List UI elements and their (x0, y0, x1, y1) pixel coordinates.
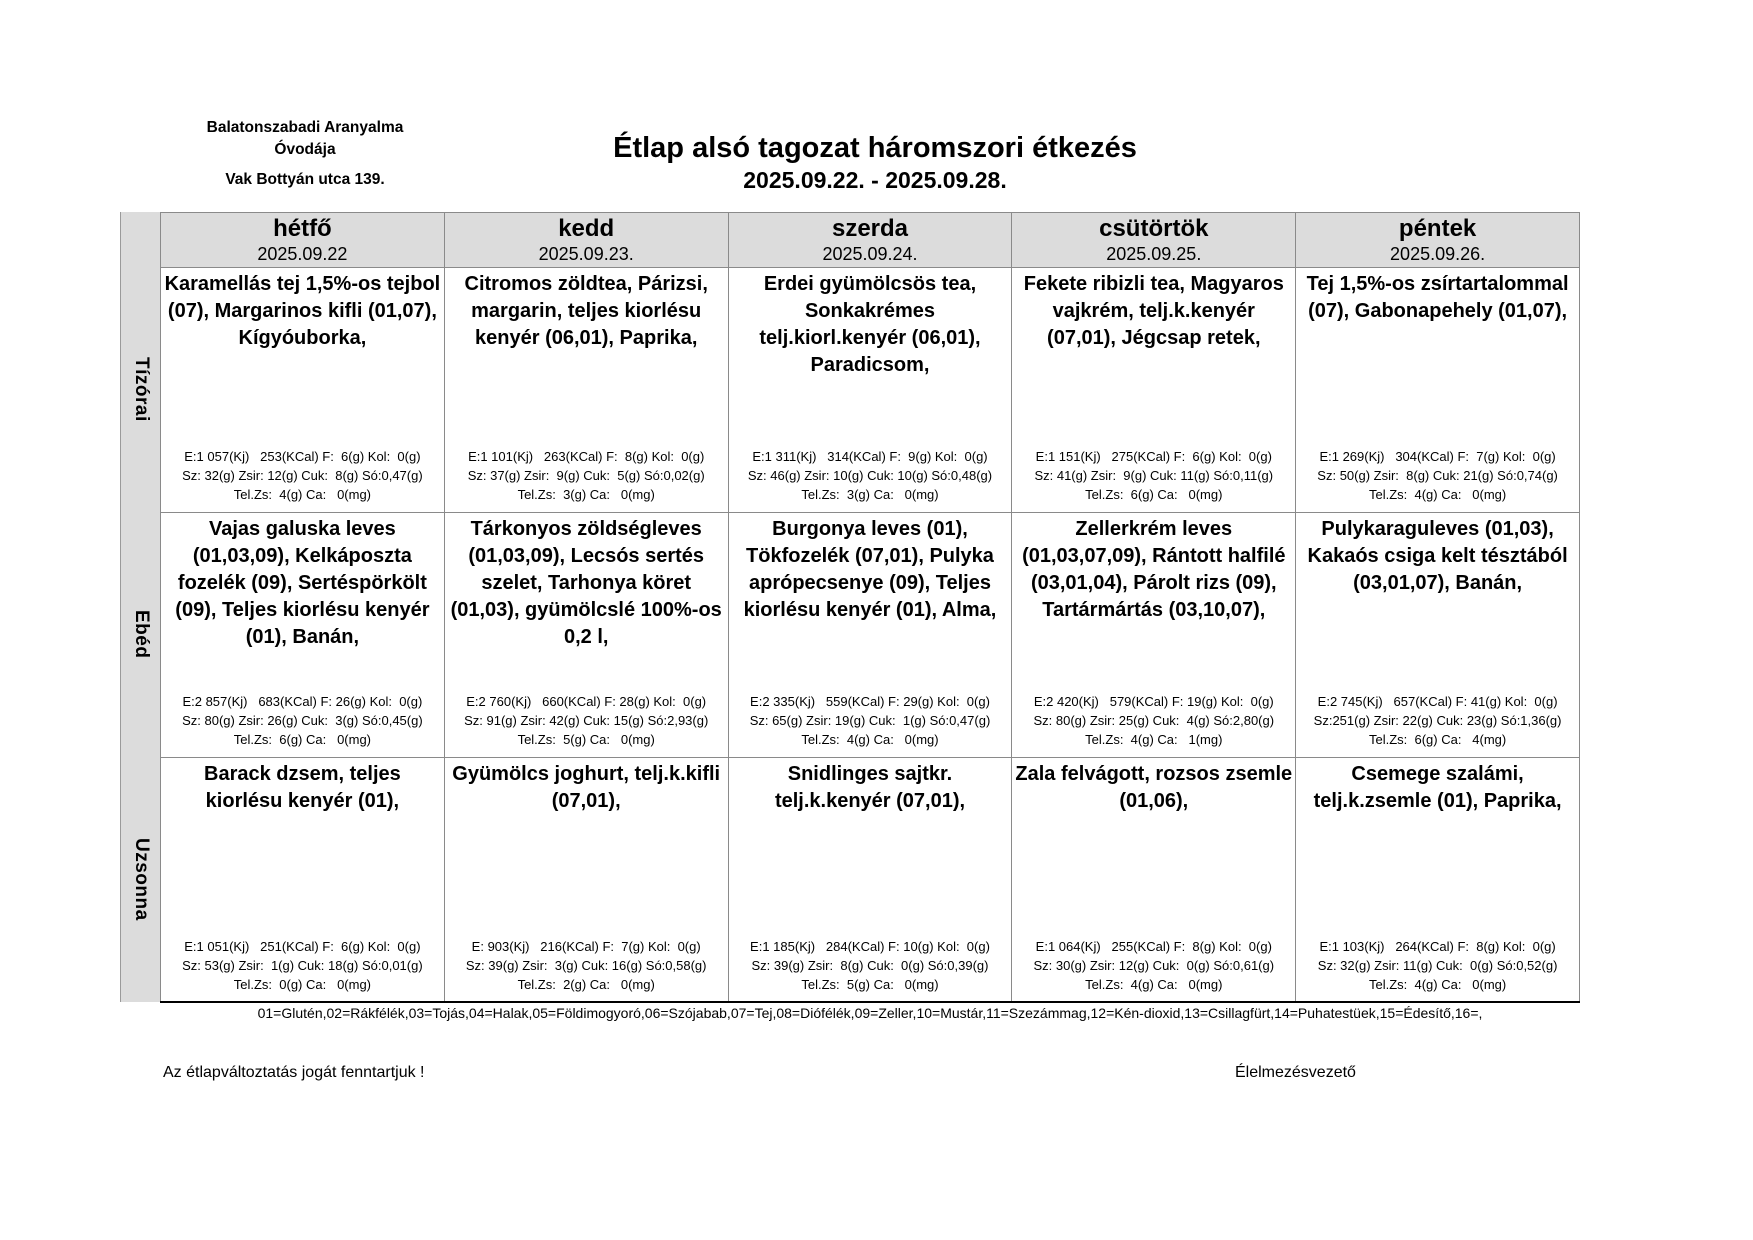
menu-cell (1296, 513, 1580, 758)
dish-text: Csemege szalámi, telj.k.zsemle (01), Paprika, (1313, 763, 1562, 812)
meal-label-ebed: Ebéd (131, 610, 152, 659)
dish-text: Vajas galuska leves (01,03,09), Kelkáposzta fozelék (09), Sertéspörkölt (09), Teljes kiorlésu kenyér (01), Banán, (175, 518, 430, 648)
nutrition-info: E:2 420(Kj) 579(KCal) F: 19(g) Kol: 0(g) Sz: 80(g) Zsir: 25(g) Cuk: 4(g) Só:2,80(g) Tel.Zs: 4(g) Ca: 1(mg) (1033, 694, 1275, 747)
nutrition-info: E:1 269(Kj) 304(KCal) F: 7(g) Kol: 0(g) Sz: 50(g) Zsir: 8(g) Cuk: 21(g) Só:0,74(g) Tel.Zs: 4(g) Ca: 0(mg) (1317, 449, 1558, 502)
day-date: 2025.09.24. (822, 244, 918, 264)
nutrition-info: E:1 101(Kj) 263(KCal) F: 8(g) Kol: 0(g) Sz: 37(g) Zsir: 9(g) Cuk: 5(g) Só:0,02(g) Tel.Zs: 3(g) Ca: 0(mg) (467, 449, 705, 502)
nutrition-info: E:1 051(Kj) 251(KCal) F: 6(g) Kol: 0(g) Sz: 53(g) Zsir: 1(g) Cuk: 18(g) Só:0,01(g) Tel.Zs: 0(g) Ca: 0(mg) (182, 939, 423, 992)
nutrition-info: E:1 064(Kj) 255(KCal) F: 8(g) Kol: 0(g) Sz: 30(g) Zsir: 12(g) Cuk: 0(g) Só:0,61(g) Tel.Zs: 4(g) Ca: 0(mg) (1033, 939, 1275, 992)
dish-text: Pulykaraguleves (01,03), Kakaós csiga kelt tésztából (03,01,07), Banán, (1307, 518, 1568, 594)
menu-cell (161, 268, 445, 513)
menu-table (160, 212, 1580, 1003)
meal-label-uzsonna: Uzsonna (131, 838, 152, 921)
dish-text: Zala felvágott, rozsos zsemle (01,06), (1015, 763, 1293, 812)
dish-text: Burgonya leves (01), Tökfozelék (07,01), Pulyka aprópecsenye (09), Teljes kiorlésu kenyér (01), Alma, (743, 518, 997, 621)
day-date: 2025.09.26. (1390, 244, 1486, 264)
dish-text: Tárkonyos zöldségleves (01,03,09), Lecsós sertés szelet, Tarhonya köret (01,03), gyümölcslé 100%-os 0,2 l, (450, 518, 722, 648)
table-bottom-rule (160, 1001, 1580, 1003)
school-name-line1: Balatonszabadi Aranyalma (206, 119, 404, 136)
dish-text: Barack dzsem, teljes kiorlésu kenyér (01), (204, 763, 401, 812)
meal-row-ebed (161, 513, 1580, 758)
day-header (444, 213, 728, 268)
dish-text: Snidlinges sajtkr. telj.k.kenyér (07,01), (774, 763, 966, 812)
title-block (540, 130, 1210, 194)
dish-text: Fekete ribizli tea, Magyaros vajkrém, telj.k.kenyér (07,01), Jégcsap retek, (1023, 273, 1284, 349)
menu-cell (444, 513, 728, 758)
menu-cell (728, 758, 1012, 1003)
nutrition-info: E:2 335(Kj) 559(KCal) F: 29(g) Kol: 0(g) Sz: 65(g) Zsir: 19(g) Cuk: 1(g) Só:0,47(g) Tel.Zs: 4(g) Ca: 0(mg) (749, 694, 991, 747)
dish-text: Tej 1,5%-os zsírtartalommal (07), Gabonapehely (01,07), (1306, 273, 1569, 322)
day-header (161, 213, 445, 268)
menu-cell (1296, 758, 1580, 1003)
dish-text: Gyümölcs joghurt, telj.k.kifli (07,01), (452, 763, 721, 812)
menu-cell (444, 758, 728, 1003)
day-date: 2025.09.25. (1106, 244, 1202, 264)
date-range: 2025.09.22. - 2025.09.28. (743, 167, 1007, 193)
page-title: Étlap alsó tagozat háromszori étkezés (613, 132, 1137, 164)
menu-cell (1296, 268, 1580, 513)
day-name: csütörtök (1099, 215, 1209, 242)
menu-cell (161, 513, 445, 758)
menu-cell (444, 268, 728, 513)
nutrition-info: E: 903(Kj) 216(KCal) F: 7(g) Kol: 0(g) Sz: 39(g) Zsir: 3(g) Cuk: 16(g) Só:0,58(g) Tel.Zs: 2(g) Ca: 0(mg) (465, 939, 707, 992)
day-name: szerda (831, 215, 909, 242)
dish-text: Erdei gyümölcsös tea, Sonkakrémes telj.kiorl.kenyér (06,01), Paradicsom, (759, 273, 981, 376)
allergen-legend: 01=Glutén,02=Rákfélék,03=Tojás,04=Halak,05=Földimogyoró,06=Szójabab,07=Tej,08=Diófélék,09=Zeller,10=Mustár,11=Szezámmag,12=Kén-dioxid,13=Csillagfürt,14=Puhatestüek,15=Édesítő,16=, (257, 1005, 1483, 1021)
day-header (1296, 213, 1580, 268)
dish-text: Karamellás tej 1,5%-os tejbol (07), Margarinos kifli (01,07), Kígyóuborka, (164, 273, 441, 349)
day-name: péntek (1398, 215, 1477, 242)
school-info (150, 117, 460, 191)
nutrition-info: E:2 760(Kj) 660(KCal) F: 28(g) Kol: 0(g) Sz: 91(g) Zsir: 42(g) Cuk: 15(g) Só:2,93(g) Tel.Zs: 5(g) Ca: 0(mg) (464, 694, 709, 747)
day-name: kedd (558, 215, 615, 242)
nutrition-info: E:1 185(Kj) 284(KCal) F: 10(g) Kol: 0(g) Sz: 39(g) Zsir: 8(g) Cuk: 0(g) Só:0,39(g) Tel.Zs: 5(g) Ca: 0(mg) (750, 939, 990, 992)
menu-change-disclaimer: Az étlapváltoztatás jogát fenntartjuk ! (163, 1064, 425, 1081)
nutrition-info: E:1 311(Kj) 314(KCal) F: 9(g) Kol: 0(g) Sz: 46(g) Zsir: 10(g) Cuk: 10(g) Só:0,48(g) Tel.Zs: 3(g) Ca: 0(mg) (747, 449, 993, 502)
nutrition-info: E:1 103(Kj) 264(KCal) F: 8(g) Kol: 0(g) Sz: 32(g) Zsir: 11(g) Cuk: 0(g) Só:0,52(g) Tel.Zs: 4(g) Ca: 0(mg) (1317, 939, 1558, 992)
day-date: 2025.09.23. (538, 244, 634, 264)
day-date: 2025.09.22 (257, 244, 348, 264)
dish-text: Citromos zöldtea, Párizsi, margarin, teljes kiorlésu kenyér (06,01), Paprika, (464, 273, 708, 349)
menu-cell (1012, 268, 1296, 513)
menu-cell (728, 268, 1012, 513)
signature-label: Élelmezésvezető (1235, 1064, 1356, 1081)
dish-text: Zellerkrém leves (01,03,07,09), Rántott halfilé (03,01,04), Párolt rizs (09), Tartármártás (03,10,07), (1022, 518, 1286, 621)
day-header (728, 213, 1012, 268)
meal-row-tizorai (161, 268, 1580, 513)
menu-cell (161, 758, 445, 1003)
school-address: Vak Bottyán utca 139. (225, 171, 385, 188)
menu-cell (1012, 758, 1296, 1003)
day-name: hétfő (273, 215, 332, 242)
meal-row-uzsonna (161, 758, 1580, 1003)
meal-label-tizorai: Tízórai (131, 357, 152, 422)
day-header (1012, 213, 1296, 268)
nutrition-info: E:2 745(Kj) 657(KCal) F: 41(g) Kol: 0(g) Sz:251(g) Zsir: 22(g) Cuk: 23(g) Só:1,36(g) Tel.Zs: 6(g) Ca: 4(mg) (1313, 694, 1562, 747)
nutrition-info: E:1 057(Kj) 253(KCal) F: 6(g) Kol: 0(g) Sz: 32(g) Zsir: 12(g) Cuk: 8(g) Só:0,47(g) Tel.Zs: 4(g) Ca: 0(mg) (182, 449, 423, 502)
school-name-line2: Óvodája (274, 141, 336, 158)
nutrition-info: E:2 857(Kj) 683(KCal) F: 26(g) Kol: 0(g) Sz: 80(g) Zsir: 26(g) Cuk: 3(g) Só:0,45(g) Tel.Zs: 6(g) Ca: 0(mg) (182, 694, 423, 747)
meal-sidebar (120, 212, 161, 1002)
day-header-row (161, 213, 1580, 268)
menu-cell (1012, 513, 1296, 758)
nutrition-info: E:1 151(Kj) 275(KCal) F: 6(g) Kol: 0(g) Sz: 41(g) Zsir: 9(g) Cuk: 11(g) Só:0,11(g) Tel.Zs: 6(g) Ca: 0(mg) (1034, 449, 1274, 502)
menu-cell (728, 513, 1012, 758)
